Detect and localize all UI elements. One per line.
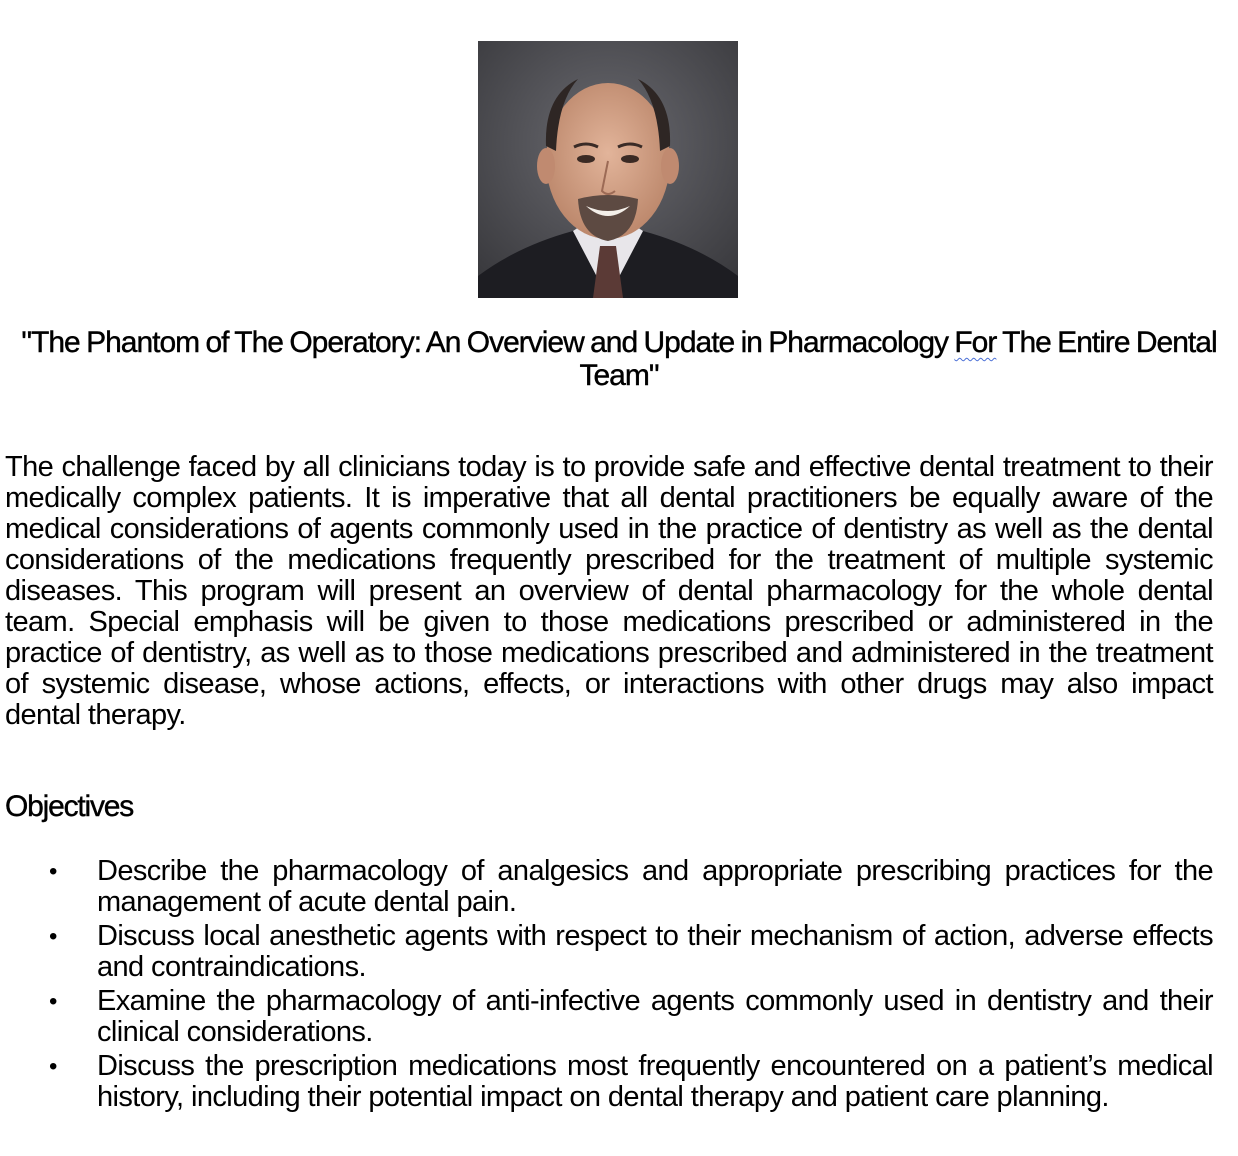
title-part-1: "The Phantom of The Operatory: An Overview and Update in Pharmacology: [21, 326, 955, 359]
speaker-photo: [478, 41, 738, 298]
page-title: [10, 326, 1228, 392]
list-item: [0, 1051, 1213, 1113]
objectives-heading: Objectives: [5, 790, 134, 823]
bullet-icon: •: [49, 858, 57, 885]
objective-text: Discuss local anesthetic agents with respect to their mechanism of action, adverse effects and contraindications.: [97, 920, 1213, 983]
list-item: [0, 986, 1213, 1048]
bullet-icon: •: [49, 1053, 57, 1080]
objective-text: Discuss the prescription medications most frequently encountered on a patient’s medical history, including their potential impact on dental therapy and patient care planning.: [97, 1050, 1213, 1113]
spellcheck-flagged-word[interactable]: For: [954, 326, 997, 359]
list-item: [0, 921, 1213, 983]
objective-text: Examine the pharmacology of anti-infective agents commonly used in dentistry and their clinical considerations.: [97, 985, 1213, 1048]
portrait-photo-icon: [478, 41, 738, 298]
title-part-2: The Entire Dental Team": [579, 326, 1217, 392]
list-item: [0, 856, 1213, 918]
intro-paragraph: The challenge faced by all clinicians today is to provide safe and effective dental treatment to their medically complex patients. It is imperative that all dental practitioners be equally aware of the medical considerations of agents commonly used in the practice of dentistry as well as the dental considerations of the medications frequently prescribed for the treatment of multiple systemic diseases. This program will present an overview of dental pharmacology for the whole dental team. Special emphasis will be given to those medications prescribed or administered in the practice of dentistry, as well as to those medications prescribed and administered in the treatment of systemic disease, whose actions, effects, or interactions with other drugs may also impact dental therapy.: [5, 451, 1213, 731]
objective-text: Describe the pharmacology of analgesics and appropriate prescribing practices for the management of acute dental pain.: [97, 855, 1213, 918]
bullet-icon: •: [49, 923, 57, 950]
objectives-list: [0, 856, 1213, 1116]
bullet-icon: •: [49, 988, 57, 1015]
